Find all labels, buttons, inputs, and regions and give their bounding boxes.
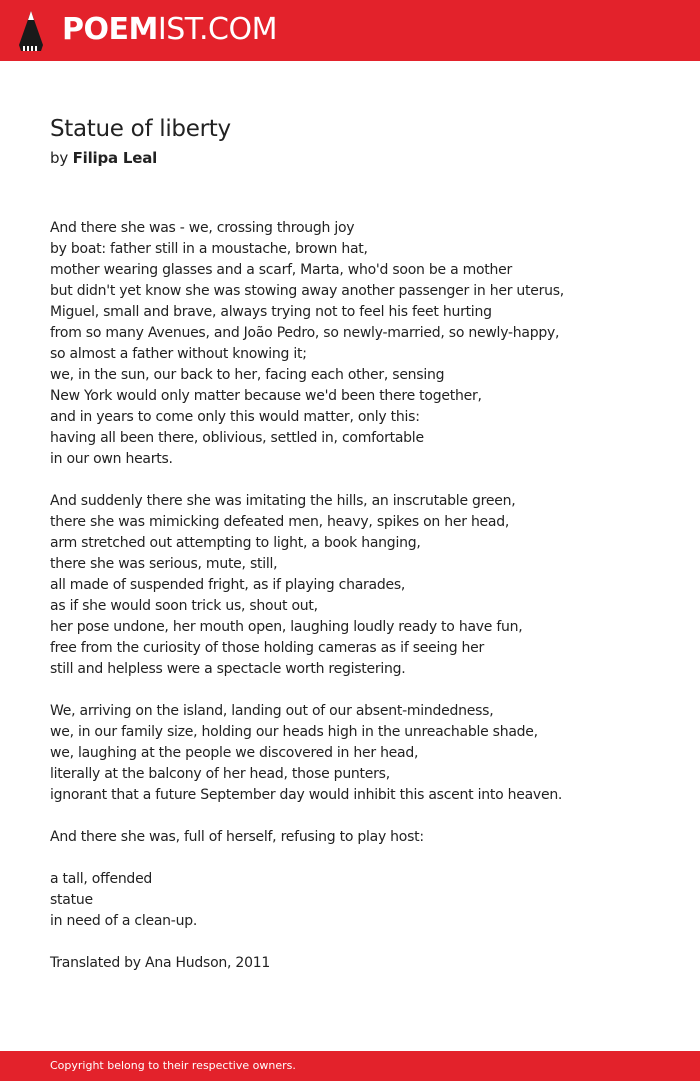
poem-line: in need of a clean-up. (50, 913, 198, 929)
site-logo[interactable] (62, 10, 277, 50)
poem-title: Statue of liberty (50, 116, 231, 142)
poem-line: there she was serious, mute, still, (50, 556, 278, 572)
poem-line: her pose undone, her mouth open, laughing loudly ready to have fun, (50, 619, 523, 635)
stanza-break (50, 848, 680, 869)
poem-line: we, in the sun, our back to her, facing each other, sensing (50, 367, 445, 383)
byline (50, 149, 157, 167)
copyright-text: Copyright belong to their respective owners. (50, 1059, 296, 1072)
poem-line: statue (50, 892, 93, 908)
pencil-icon[interactable] (17, 9, 45, 53)
poem-line: And suddenly there she was imitating the hills, an inscrutable green, (50, 493, 516, 509)
poem-line: and in years to come only this would matter, only this: (50, 409, 420, 425)
stanza-break (50, 932, 680, 953)
logo-thin-text: IST.COM (157, 12, 277, 47)
poem-line: literally at the balcony of her head, those punters, (50, 766, 390, 782)
poem-line: free from the curiosity of those holding cameras as if seeing her (50, 640, 485, 656)
footer-bar (0, 1051, 700, 1081)
poem-line: so almost a father without knowing it; (50, 346, 307, 362)
by-label: by (50, 149, 68, 167)
poem-line: in our own hearts. (50, 451, 173, 467)
poem-line: mother wearing glasses and a scarf, Marta, who'd soon be a mother (50, 262, 513, 278)
poem-line: Translated by Ana Hudson, 2011 (50, 955, 271, 971)
poem-line: a tall, offended (50, 871, 153, 887)
poem-line: all made of suspended fright, as if playing charades, (50, 577, 406, 593)
poem-line: as if she would soon trick us, shout out, (50, 598, 318, 614)
poem-line: we, in our family size, holding our heads high in the unreachable shade, (50, 724, 538, 740)
poem-line: there she was mimicking defeated men, heavy, spikes on her head, (50, 514, 510, 530)
poem-line: still and helpless were a spectacle worth registering. (50, 661, 406, 677)
stanza-break (50, 680, 680, 701)
stanza-break (50, 806, 680, 827)
poem-body (50, 218, 680, 974)
author-name: Filipa Leal (72, 149, 158, 167)
poem-line: but didn't yet know she was stowing away another passenger in her uterus, (50, 283, 565, 299)
poem-line: We, arriving on the island, landing out of our absent-mindedness, (50, 703, 494, 719)
poem-line: And there she was - we, crossing through joy (50, 220, 355, 236)
poem-line: Miguel, small and brave, always trying not to feel his feet hurting (50, 304, 492, 320)
poem-line: New York would only matter because we'd been there together, (50, 388, 482, 404)
poem-line: we, laughing at the people we discovered in her head, (50, 745, 419, 761)
poem-line: And there she was, full of herself, refusing to play host: (50, 829, 424, 845)
poem-line: by boat: father still in a moustache, brown hat, (50, 241, 368, 257)
poem-line: from so many Avenues, and João Pedro, so newly-married, so newly-happy, (50, 325, 560, 341)
poem-line: having all been there, oblivious, settled in, comfortable (50, 430, 424, 446)
poem-line: ignorant that a future September day would inhibit this ascent into heaven. (50, 787, 563, 803)
logo-bold-text: POEM (62, 12, 158, 47)
stanza-break (50, 470, 680, 491)
poem-line: arm stretched out attempting to light, a book hanging, (50, 535, 421, 551)
header-bar (0, 0, 700, 61)
